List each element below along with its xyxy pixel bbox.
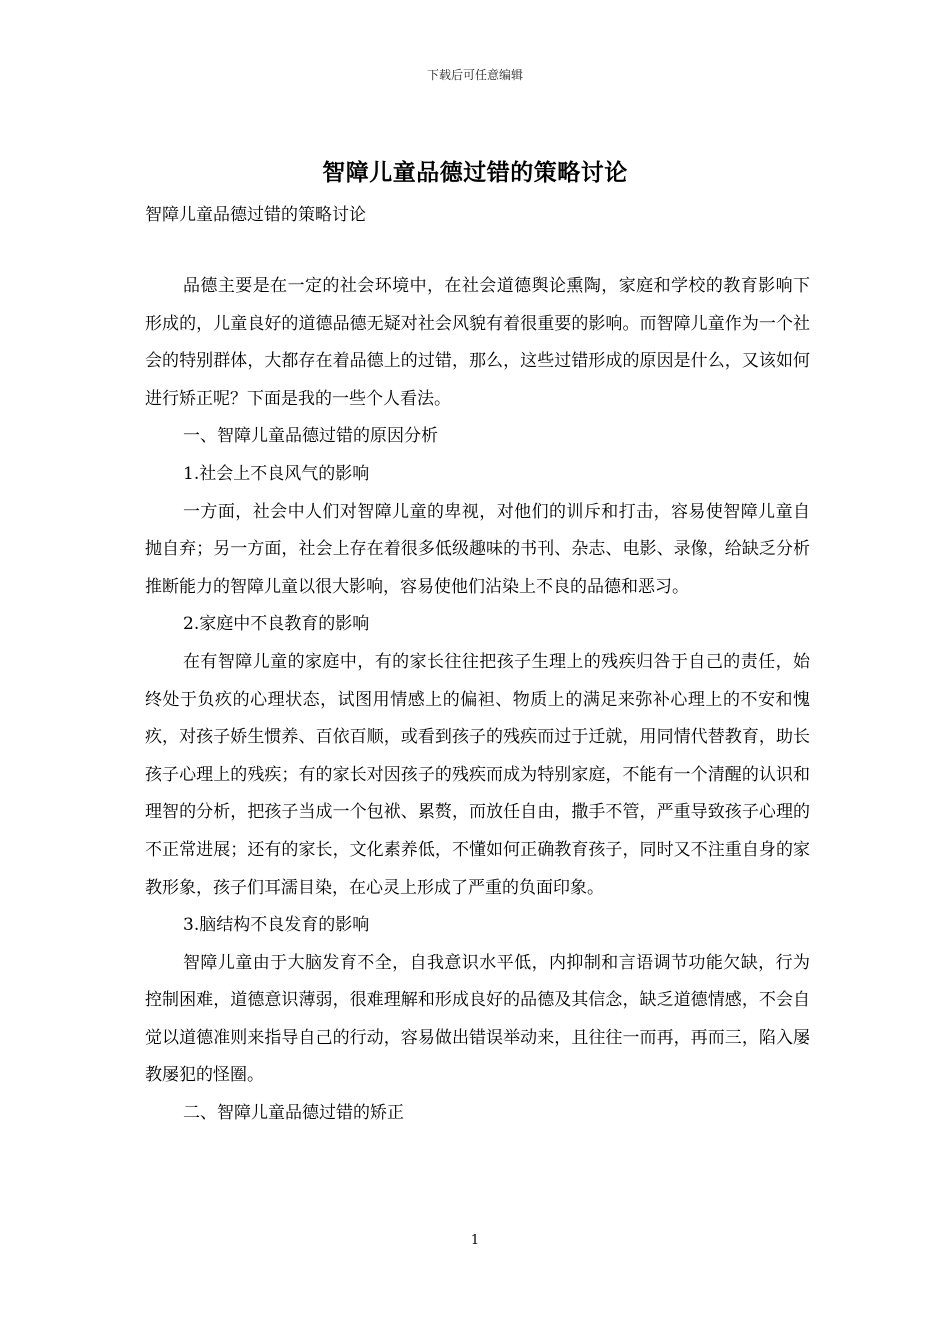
page-number: 1 [470,1233,480,1248]
paragraph-family: 在有智障儿童的家庭中，有的家长往往把孩子生理上的残疾归咎于自己的责任，始终处于负疚的心理状态，试图用情感上的偏袒、物质上的满足来弥补心理上的不安和愧疚，对孩子娇生惯养、百依百顺，或看到孩子的残疾而过于迁就，用同情代替教育，助长孩子心理上的残疾；有的家长对因孩子的残疾而成为特别家庭，不能有一个清醒的认识和理智的分析，把孩子当成一个包袱、累赘，而放任自由，撒手不管，严重导致孩子心理的不正常进展；还有的家长，文化素养低，不懂如何正确教育孩子，同时又不注重自身的家教形象，孩子们耳濡目染，在心灵上形成了严重的负面印象。 [145,651,810,898]
subheading-1-1: 1.社会上不良风气的影响 [183,463,370,484]
header-note: 下载后可任意编辑 [426,68,523,82]
document-body [145,268,810,1133]
paragraph-intro: 品德主要是在一定的社会环境中，在社会道德舆论熏陶，家庭和学校的教育影响下形成的，儿童良好的道德品德无疑对社会风貌有着很重要的影响。而智障儿童作为一个社会的特别群体，大都存在着品德上的过错，那么，这些过错形成的原因是什么，又该如何进行矫正呢？下面是我的一些个人看法。 [145,276,810,409]
subheading-1-3: 3.脑结构不良发育的影响 [183,915,370,936]
section-heading-2: 二、智障儿童品德过错的矫正 [183,1103,404,1124]
paragraph-society: 一方面，社会中人们对智障儿童的卑视，对他们的训斥和打击，容易使智障儿童自抛自弃；另一方面，社会上存在着很多低级趣味的书刊、杂志、电影、录像，给缺乏分析推断能力的智障儿童以很大影响，容易使他们沾染上不良的品德和恶习。 [145,501,810,597]
document-subtitle: 智障儿童品德过错的策略讨论 [145,205,366,225]
section-heading-1: 一、智障儿童品德过错的原因分析 [183,426,438,447]
paragraph-brain: 智障儿童由于大脑发育不全，自我意识水平低，内抑制和言语调节功能欠缺，行为控制困难，道德意识薄弱，很难理解和形成良好的品德及其信念，缺乏道德情感，不会自觉以道德准则来指导自己的行动，容易做出错误举动来，且往往一而再，再而三，陷入屡教屡犯的怪圈。 [145,952,810,1086]
subheading-1-2: 2.家庭中不良教育的影响 [183,614,370,635]
document-title: 智障儿童品德过错的策略讨论 [322,159,628,186]
